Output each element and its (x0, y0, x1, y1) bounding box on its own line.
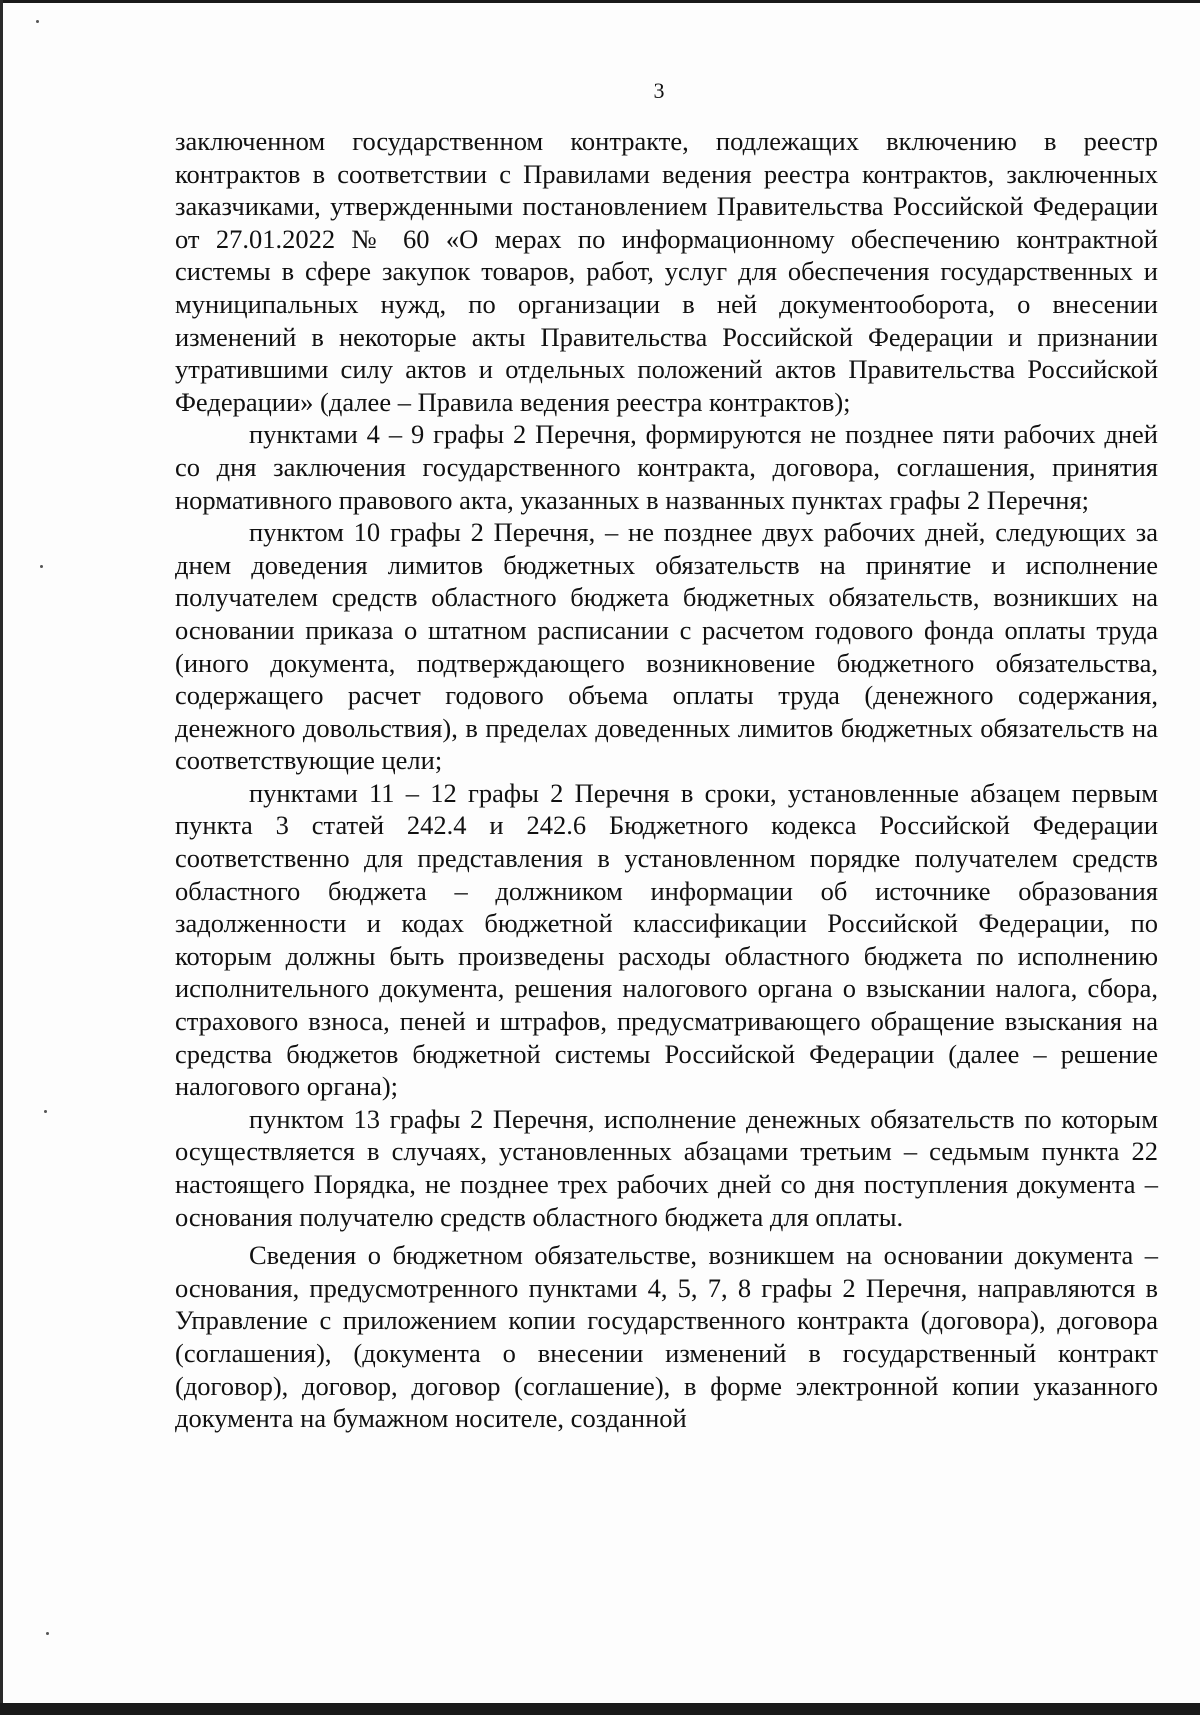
scan-speck (40, 565, 43, 568)
scan-edge-left (0, 0, 3, 1715)
scan-speck (46, 1632, 49, 1635)
body-text (175, 125, 1158, 1435)
paragraph: пунктами 4 – 9 графы 2 Перечня, формируются не позднее пяти рабочих дней со дня заключения государственного контракта, договора, соглашения, принятия нормативного правового акта, указанных в названных пунктах графы 2 Перечня; (175, 419, 1158, 515)
paragraph: пунктом 13 графы 2 Перечня, исполнение денежных обязательств по которым осуществляется в случаях, установленных абзацами третьим – седьмым пункта 22 настоящего Порядка, не позднее трех рабочих дней со дня поступления документа – основания получателю средств областного бюджета для оплаты. (175, 1103, 1158, 1232)
scan-speck (36, 20, 39, 23)
paragraph: Сведения о бюджетном обязательстве, возникшем на основании документа – основания, предусмотренного пунктами 4, 5, 7, 8 графы 2 Перечня, направляются в Управление с приложением копии государственного контракта (договора), договора (соглашения), (документа о внесении изменений в государственный контракт (договор), договор, договор (соглашение), в форме электронной копии указанного документа на бумажном носителе, созданной (175, 1240, 1158, 1434)
page-number: 3 (653, 78, 665, 103)
scan-edge-bottom (0, 1703, 1200, 1715)
paragraph: заключенном государственном контракте, подлежащих включению в реестр контрактов в соответствии с Правилами ведения реестра контрактов, заключенных заказчиками, утвержденными постановлением Правительства Российской Федерации от 27.01.2022 № 60 «О мерах по информационному обеспечению контрактной системы в сфере закупок товаров, работ, услуг для обеспечения государственных и муниципальных нужд, по организации в ней документооборота, о внесении изменений в некоторые акты Правительства Российской Федерации и признании утратившими силу актов и отдельных положений актов Правительства Российской Федерации» (далее – Правила ведения реестра контрактов); (175, 126, 1158, 417)
scan-speck (44, 1110, 47, 1113)
paragraph: пунктом 10 графы 2 Перечня, – не позднее двух рабочих дней, следующих за днем доведения лимитов бюджетных обязательств на принятие и исполнение получателем средств областного бюджета бюджетных обязательств, возникших на основании приказа о штатном расписании с расчетом годового фонда оплаты труда (иного документа, подтверждающего возникновение бюджетного обязательства, содержащего расчет годового объема оплаты труда (денежного содержания, денежного довольствия), в пределах доведенных лимитов бюджетных обязательств на соответствующие цели; (175, 517, 1158, 776)
paragraph: пунктами 11 – 12 графы 2 Перечня в сроки, установленные абзацем первым пункта 3 статей 242.4 и 242.6 Бюджетного кодекса Российской Федерации соответственно для представления в установленном порядке получателем средств областного бюджета – должником информации об источнике образования задолженности и кодах бюджетной классификации Российской Федерации, по которым должны быть произведены расходы областного бюджета по исполнению исполнительного документа, решения налогового органа о взыскании налога, сбора, страхового взноса, пеней и штрафов, предусматривающего обращение взыскания на средства бюджетов бюджетной системы Российской Федерации (далее – решение налогового органа); (175, 777, 1158, 1102)
scan-edge-top (0, 0, 1200, 3)
